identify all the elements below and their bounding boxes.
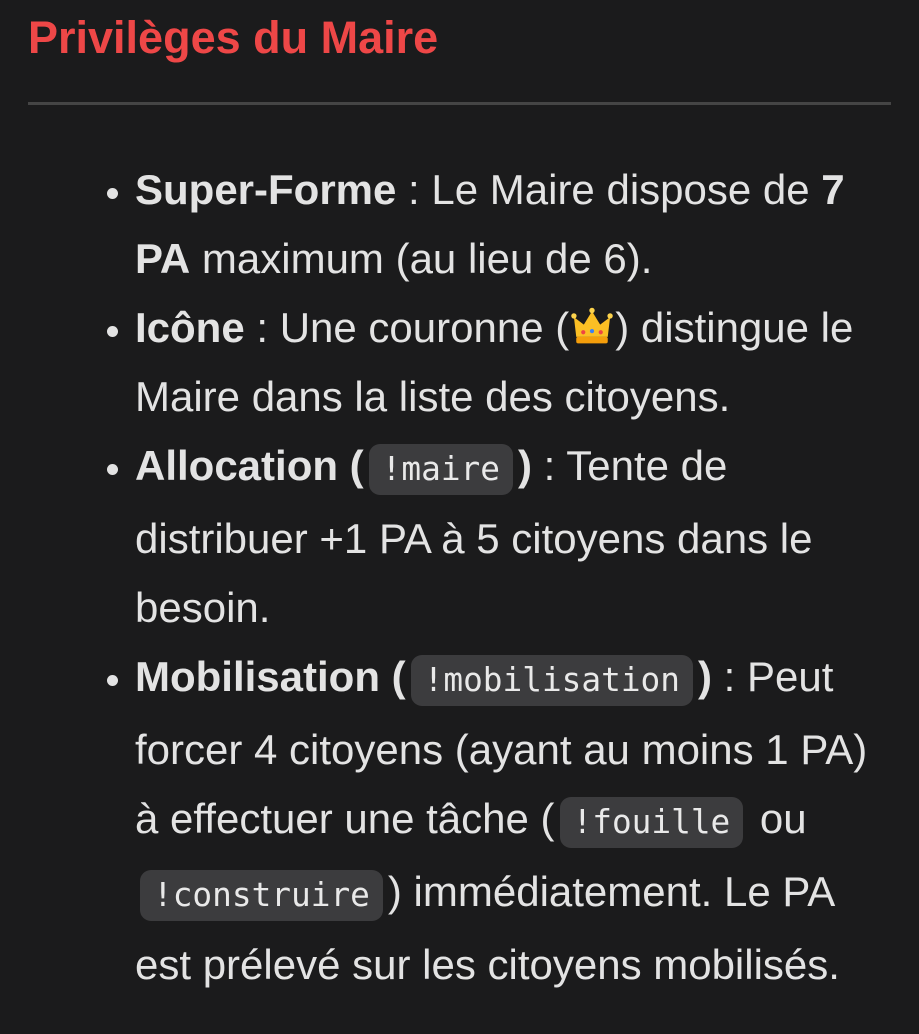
bold-text: Super-Forme	[135, 166, 397, 213]
crown-emoji	[571, 306, 613, 348]
text-run: ) distingue le Maire dans la liste des citoyens.	[135, 304, 854, 420]
bold-text: Mobilisation (	[135, 653, 406, 700]
command-code: !fouille	[560, 797, 744, 848]
bold-text: )	[517, 442, 532, 489]
list-item	[135, 155, 891, 293]
command-code: !maire	[369, 444, 513, 495]
text-run: : Peut forcer 4 citoyens (ayant au moins 1 PA) à effectuer une tâche (	[135, 653, 868, 842]
page-title: Privilèges du Maire	[28, 12, 439, 63]
page	[0, 10, 919, 1034]
bold-text: Icône	[135, 304, 245, 351]
list-item	[135, 431, 891, 642]
list-item	[135, 642, 891, 999]
text-run: : Le Maire dispose de	[396, 166, 822, 213]
list-item	[135, 293, 891, 431]
text-run: maximum (au lieu de 6).	[190, 235, 653, 282]
text-run: : Une couronne (	[244, 304, 570, 351]
text-run: ou	[748, 795, 807, 842]
text-run: ) immédiatement. Le PA est prélevé sur les citoyens mobilisés.	[135, 868, 840, 988]
divider	[28, 102, 891, 105]
bold-text: )	[697, 653, 712, 700]
command-code: !mobilisation	[411, 655, 693, 706]
bold-text: 7 PA	[135, 166, 845, 282]
text-run: : Tente de distribuer +1 PA à 5 citoyens dans le besoin.	[135, 442, 813, 631]
privileges-list	[28, 155, 891, 999]
bold-text: Allocation (	[135, 442, 364, 489]
command-code: !construire	[140, 870, 383, 921]
